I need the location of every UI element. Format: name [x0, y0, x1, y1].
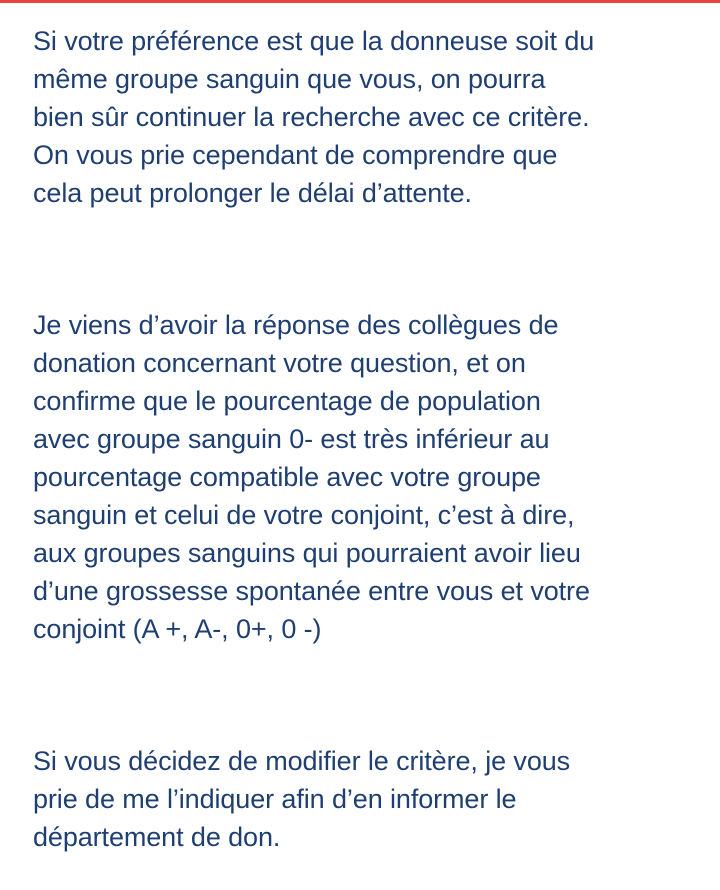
message-paragraph-modify-criteria: Si vous décidez de modifier le critère, je vous prie de me l’indiquer afin d’en informer le département de don.	[33, 746, 571, 852]
message-paragraph-blood-group-preference: Si votre préférence est que la donneuse soit du même groupe sanguin que vous, on pourra bien sûr continuer la recherche avec ce critère. On vous prie cependant de comprendre que cela peut prolonger le délai d’attente.	[33, 26, 595, 208]
top-accent-bar	[0, 0, 720, 3]
message-paragraph-donation-answer: Je viens d’avoir la réponse des collègues de donation concernant votre question, et on confirme que le pourcentage de population avec groupe sanguin 0- est très inférieur au pourcentage compatible avec votre groupe sanguin et celui de votre conjoint, c’est à dire, aux groupes sanguins qui pourraient avoir lieu d’une grossesse spontanée entre vous et votre conjoint (A +, A-, 0+, 0 -)	[33, 310, 590, 644]
message-body	[33, 22, 693, 856]
